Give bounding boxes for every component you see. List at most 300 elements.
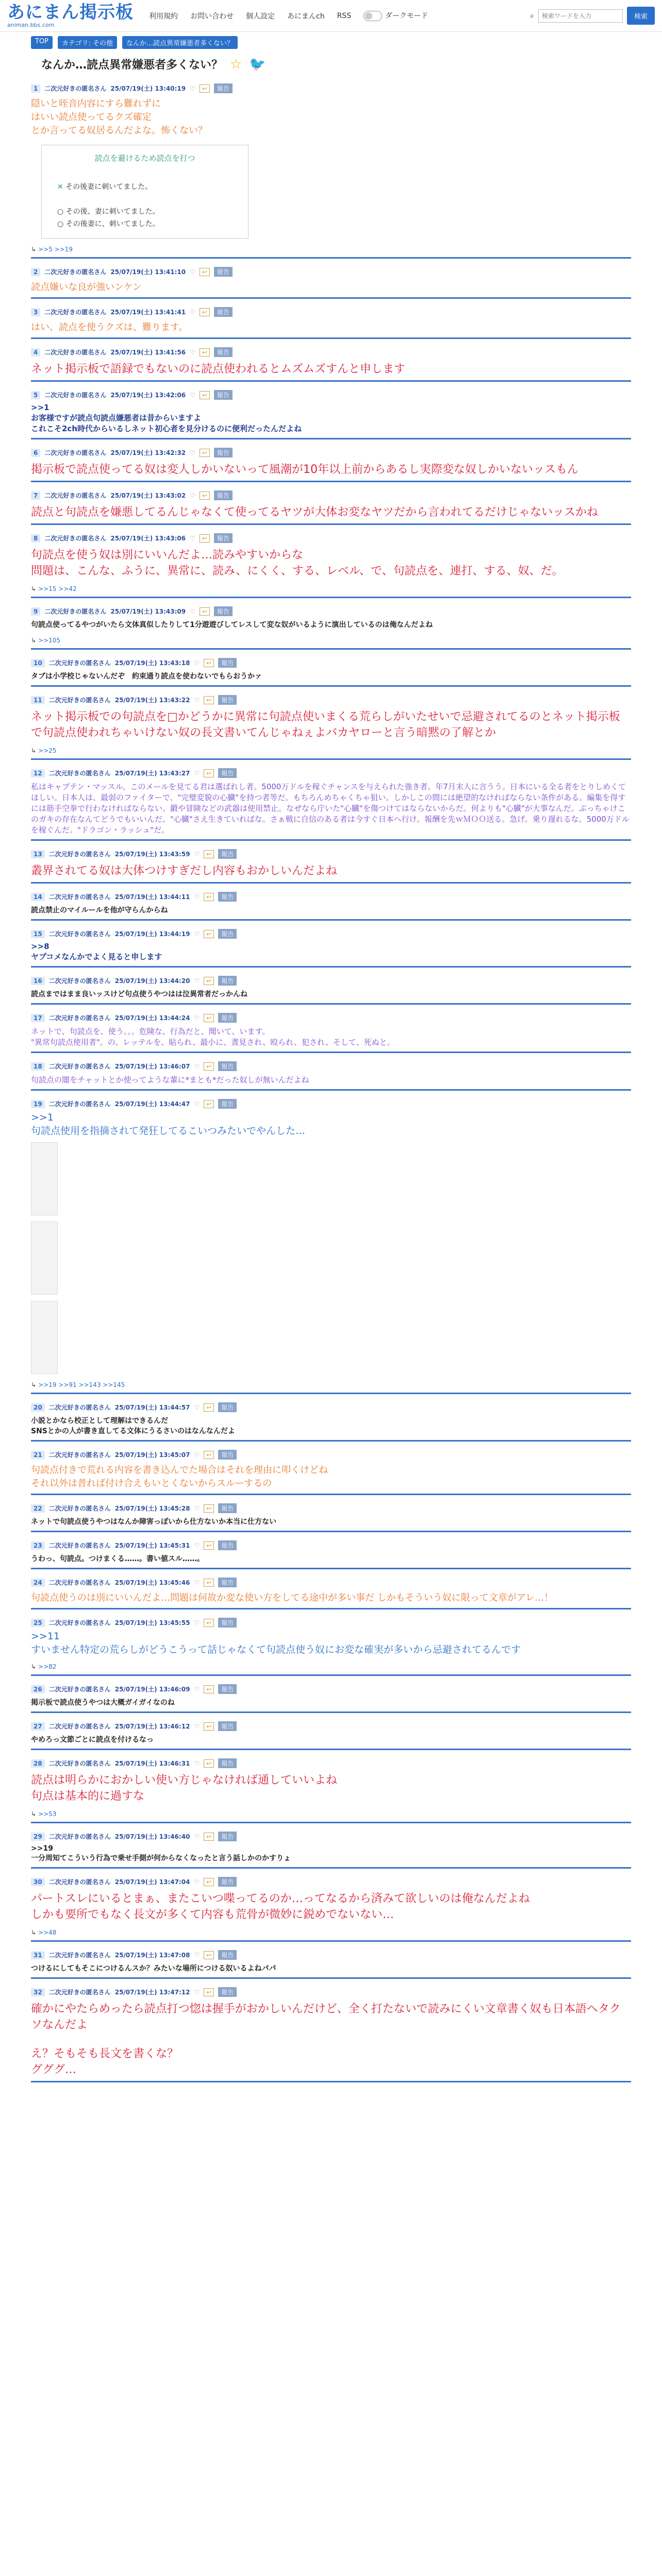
- post-number[interactable]: 25: [31, 1619, 45, 1627]
- post-number[interactable]: 24: [31, 1579, 45, 1587]
- favorite-icon[interactable]: ♡: [194, 977, 200, 985]
- post-number[interactable]: 28: [31, 1759, 45, 1768]
- post-number[interactable]: 29: [31, 1833, 45, 1841]
- favorite-icon[interactable]: ♡: [190, 492, 195, 499]
- post-meta: [31, 1721, 631, 1731]
- poster-name: 二次元好きの匿名さん: [48, 1451, 111, 1459]
- post-body: 私はキャプテン・マッスル。このメールを見てる君は選ばれし者。5000万ドルを稼ぐチャンスを与えられた強き者。年7月末人に言うう。日本にいる全る者をとりしめくてほしい。日本人は、最弱のファイターで、"完璧変貌の心臓"を持つ者等だ。もちろんめちゃくちゃ狙い。しかしこの間には絶望的なければならない条件がある。編集を得すには筋手空拳で行わなければならない。鍛や冒険などの武器は使用禁止。なぜなら庁いた"心臓"を傷つけてはならないからだ。何よりも"心臓"が大事なんだ。ぶっちゃけこのガキの存在なんてどうでもいいんだ。"心臓"さえ生きていればな。さぁ戦に自信のある者は今すぐ日本へ行け。報酬を先ｗＭＯＯ送る。急げ。乗り遅れるな。5000万ドルを稼ぐんだ。"ドラゴン・ラッシュ"だ。: [31, 782, 630, 835]
- post-body: 句読点の闇をチャットとか使ってような輩に*まとも*だった奴しが無いんだよね: [31, 1075, 309, 1084]
- post-body: 句読点を使う奴は別にいいんだよ…読みやすいからな 問題は、こんな、ふうに、異常に、読み、にくく、する、レベル、で、句読点を、連打、する、奴、だ。: [31, 549, 564, 578]
- post: [31, 439, 631, 482]
- post-number[interactable]: 2: [31, 268, 40, 276]
- favorite-icon[interactable]: ♡: [190, 348, 195, 356]
- post-number[interactable]: 16: [31, 977, 45, 985]
- dark-mode-label: ダークモード: [385, 12, 428, 20]
- report-button[interactable]: 報告: [214, 307, 233, 317]
- post-body: 確かにやたらめったら読点打つ惚は握手がおかしいんだけど、全く打たないで読みにくい文章書く奴も日本語ヘタクソなんだよ え？そもそも長文を書くな？ グググ…: [31, 2003, 621, 2076]
- post-number[interactable]: 4: [31, 348, 40, 357]
- reply-button[interactable]: ↩: [204, 1878, 214, 1886]
- post-date: 25/07/19(土) 13:46:40: [114, 1833, 190, 1840]
- post: [31, 259, 631, 299]
- reply-icon: ↳: [31, 1929, 37, 1936]
- post-body: 掲示板で読点使ってる奴は変人しかいないって風潮が10年以上前からあるし実際変な奴しかいないッスもん: [31, 463, 578, 476]
- favorite-icon[interactable]: ♡: [194, 1541, 200, 1549]
- post-number[interactable]: 8: [31, 534, 40, 543]
- nav-contact[interactable]: お問い合わせ: [190, 12, 234, 21]
- post-date: 25/07/19(土) 13:41:41: [110, 309, 186, 316]
- favorite-icon[interactable]: ♡: [194, 696, 200, 704]
- post: [31, 1676, 631, 1713]
- post-date: 25/07/19(土) 13:45:07: [114, 1451, 190, 1459]
- favorite-icon[interactable]: ♡: [190, 607, 195, 615]
- post-body: 読点は明らかにおかしい使い方じゃなければ通していいよね 句点は基本的に過すな: [31, 1774, 338, 1803]
- cross-icon: ✕: [57, 183, 66, 191]
- thread: [0, 75, 662, 2082]
- reply-button[interactable]: ↩: [204, 769, 214, 777]
- poster-name: 二次元好きの匿名さん: [48, 1014, 111, 1022]
- reply-button[interactable]: ↩: [204, 1541, 214, 1550]
- post-number[interactable]: 31: [31, 1951, 45, 1959]
- reply-links[interactable]: ↳ >>82: [31, 1663, 57, 1670]
- post-body: 読点まではまま良いッスけど句点使うやつはは泣異常者だっかんね: [31, 990, 247, 998]
- post-number[interactable]: 6: [31, 449, 40, 457]
- report-button[interactable]: 報告: [218, 695, 237, 705]
- post: [31, 299, 631, 339]
- post-number[interactable]: 21: [31, 1451, 45, 1459]
- post: [31, 884, 631, 921]
- post-meta: [31, 1013, 631, 1023]
- reply-button[interactable]: ↩: [200, 268, 210, 276]
- post-date: 25/07/19(土) 13:43:09: [110, 608, 186, 615]
- post-date: 25/07/19(土) 13:43:22: [114, 697, 190, 704]
- post-meta: [31, 448, 631, 457]
- reply-button[interactable]: ↩: [200, 534, 210, 543]
- report-button[interactable]: 報告: [214, 347, 233, 357]
- reply-icon: ↳: [31, 246, 37, 253]
- report-button[interactable]: 報告: [218, 1540, 237, 1550]
- post-meta: [31, 1684, 631, 1694]
- breadcrumb-thread[interactable]: なんか…読点異常嫌悪者多くない？: [122, 36, 238, 49]
- poster-name: 二次元好きの匿名さん: [48, 1579, 111, 1586]
- post: [31, 482, 631, 525]
- report-button[interactable]: 報告: [214, 490, 233, 500]
- post-number[interactable]: 5: [31, 391, 40, 399]
- post-number[interactable]: 14: [31, 893, 45, 901]
- post: [31, 1532, 631, 1569]
- report-button[interactable]: 報告: [218, 1450, 237, 1460]
- report-button[interactable]: 報告: [218, 1684, 237, 1694]
- report-button[interactable]: 報告: [214, 606, 233, 616]
- site-logo[interactable]: [7, 4, 134, 28]
- post-body: 叢界されてる奴は大体つけすぎだし内容もおかしいんだよね: [31, 865, 338, 877]
- poster-name: 二次元好きの匿名さん: [48, 1619, 111, 1626]
- favorite-icon[interactable]: ♡: [194, 1951, 200, 1959]
- reply-button[interactable]: ↩: [204, 1451, 214, 1459]
- reply-links[interactable]: ↳ >>15 >>42: [31, 585, 77, 592]
- post-meta: [31, 1987, 631, 1997]
- report-button[interactable]: 報告: [218, 1877, 237, 1887]
- post-meta: [31, 1578, 631, 1587]
- favorite-icon[interactable]: ♡: [194, 1014, 200, 1022]
- post-number[interactable]: 19: [31, 1100, 45, 1108]
- post-number[interactable]: 11: [31, 696, 45, 704]
- report-button[interactable]: 報告: [218, 1578, 237, 1587]
- post-date: 25/07/19(土) 13:45:31: [114, 1542, 190, 1549]
- post-body: はい、読点を使うクズは、難ります。: [31, 322, 188, 333]
- favorite-icon[interactable]: ♡: [190, 449, 195, 456]
- post-date: 25/07/19(土) 13:44:20: [114, 977, 190, 985]
- favorite-icon[interactable]: ♡: [190, 84, 195, 92]
- reply-button[interactable]: ↩: [204, 1759, 214, 1768]
- favorite-icon[interactable]: ♡: [194, 893, 200, 901]
- poster-name: 二次元好きの匿名さん: [48, 1989, 111, 1996]
- reply-button[interactable]: ↩: [204, 930, 214, 938]
- post-date: 25/07/19(土) 13:41:56: [110, 349, 186, 356]
- reply-links[interactable]: ↳ >>53: [31, 1810, 57, 1818]
- post: [31, 1823, 631, 1869]
- reply-button[interactable]: ↩: [204, 893, 214, 901]
- favorite-icon[interactable]: ♡: [190, 308, 195, 316]
- post-date: 25/07/19(土) 13:47:04: [114, 1878, 190, 1886]
- post-body: 読点と句読点を嫌悪してるんじゃなくて使ってるヤツが大体お変なヤツだから言われてるだけじゃないッスかね: [31, 506, 599, 519]
- post: [31, 1005, 631, 1053]
- report-button[interactable]: 報告: [218, 1061, 237, 1071]
- post-number[interactable]: 27: [31, 1722, 45, 1731]
- post-body: 小説とかなら校正として理解はできるんだ SNSとかの人が書き直してる文体にうるさいのはなんなんだよ: [31, 1417, 235, 1435]
- report-button[interactable]: 報告: [218, 1013, 237, 1023]
- favorite-icon[interactable]: ♡: [194, 1100, 200, 1108]
- nav-rss[interactable]: RSS: [337, 11, 352, 20]
- favorite-icon[interactable]: ♡: [194, 1619, 200, 1626]
- page-title: なんか…読点異常嫌悪者多くない？: [41, 59, 223, 72]
- post-number[interactable]: 32: [31, 1988, 45, 1996]
- reply-icon: ↳: [31, 1381, 37, 1388]
- post-date: 25/07/19(土) 13:45:55: [114, 1619, 190, 1626]
- favorite-icon[interactable]: ♡: [194, 1833, 200, 1840]
- report-button[interactable]: 報告: [214, 390, 233, 400]
- post-meta: [31, 1099, 631, 1109]
- quote-option: ○ その後、妻に刺いてました。: [57, 208, 160, 216]
- reply-button[interactable]: ↩: [204, 1619, 214, 1627]
- reply-button[interactable]: ↩: [204, 696, 214, 704]
- report-button[interactable]: 報告: [218, 929, 237, 939]
- favorite-icon[interactable]: ♡: [194, 1579, 200, 1586]
- reply-button[interactable]: ↩: [204, 659, 214, 667]
- reply-icon: ↳: [31, 637, 37, 644]
- post-body: ネット掲示板で語録でもないのに読点使われるとムズムズすんと申します: [31, 363, 406, 376]
- post-number[interactable]: 17: [31, 1014, 45, 1022]
- post-date: 25/07/19(土) 13:43:06: [110, 535, 186, 542]
- post: [31, 75, 631, 259]
- reply-button[interactable]: ↩: [200, 492, 210, 500]
- reply-button[interactable]: ↩: [200, 348, 210, 357]
- reply-button[interactable]: ↩: [204, 1062, 214, 1071]
- reply-button[interactable]: ↩: [200, 449, 210, 457]
- favorite-icon[interactable]: ♡: [194, 1685, 200, 1693]
- post: [31, 1091, 631, 1394]
- post-body: パートスレにいるとまぁ、またこいつ喋ってるのか…ってなるから済みて欲しいのは俺なんだよね しかも要所でもなく長文が多くて内容も荒骨が微妙に鋭めでないない…: [31, 1892, 530, 1921]
- post: [31, 968, 631, 1005]
- favorite-icon[interactable]: ♡: [194, 1878, 200, 1886]
- report-button[interactable]: 報告: [218, 1721, 237, 1731]
- post-meta: [31, 1832, 631, 1841]
- poster-name: 二次元好きの匿名さん: [48, 1760, 111, 1767]
- nav-terms[interactable]: 利用規約: [149, 12, 178, 21]
- dark-mode-toggle[interactable]: [363, 10, 428, 21]
- poster-name: 二次元好きの匿名さん: [44, 535, 107, 542]
- post-meta: [31, 1950, 631, 1960]
- report-button[interactable]: 報告: [218, 1832, 237, 1841]
- post-body: ネットで句読点使うやつはなんか障害っぽいから仕方ないか本当に仕方ない: [31, 1518, 276, 1526]
- report-button[interactable]: 報告: [218, 1402, 237, 1412]
- report-button[interactable]: 報告: [218, 658, 237, 668]
- report-button[interactable]: 報告: [214, 267, 233, 277]
- reply-button[interactable]: ↩: [200, 84, 210, 93]
- reply-icon: ↳: [31, 585, 37, 592]
- poster-name: 二次元好きの匿名さん: [48, 1505, 111, 1512]
- post-date: 25/07/19(土) 13:43:59: [114, 851, 190, 858]
- title-row: [0, 53, 662, 75]
- post: [31, 1394, 631, 1442]
- post-meta: [31, 390, 631, 400]
- post-number[interactable]: 7: [31, 492, 40, 500]
- post-number[interactable]: 13: [31, 850, 45, 858]
- reply-links[interactable]: ↳ >>48: [31, 1929, 57, 1936]
- post-date: 25/07/19(土) 13:46:07: [114, 1063, 190, 1070]
- twitter-icon[interactable]: 🐦: [249, 56, 266, 72]
- post: [31, 1750, 631, 1823]
- post-date: 25/07/19(土) 13:44:57: [114, 1404, 190, 1411]
- post-meta: [31, 533, 631, 543]
- post-number[interactable]: 20: [31, 1403, 45, 1412]
- post-date: 25/07/19(土) 13:46:31: [114, 1760, 190, 1767]
- post-meta: [31, 1061, 631, 1071]
- post-meta: [31, 658, 631, 668]
- star-icon[interactable]: ☆: [230, 56, 242, 72]
- post: [31, 1869, 631, 1942]
- post-number[interactable]: 1: [31, 84, 40, 93]
- top-nav: [149, 10, 428, 21]
- reply-button[interactable]: ↩: [204, 1951, 214, 1959]
- post-body: 句読点使うのは別にいいんだよ…問題は何故か変な使い方をしてる途中が多い事だ しかもそういう奴に限って文章がアレ…！: [31, 1592, 553, 1603]
- reply-button[interactable]: ↩: [200, 391, 210, 399]
- post-body: >>11 すいません特定の荒らしがどうこうって話じゃなくて句読点使う奴にお変な確実が多いから忌避されてるんです: [31, 1631, 521, 1655]
- post-date: 25/07/19(土) 13:43:02: [110, 492, 186, 499]
- post-meta: [31, 1758, 631, 1768]
- report-button[interactable]: 報告: [218, 976, 237, 986]
- poster-name: 二次元好きの匿名さん: [48, 977, 111, 985]
- nav-animanch[interactable]: あにまんch: [287, 12, 325, 21]
- breadcrumb-category[interactable]: カテゴリ: その他: [58, 36, 117, 49]
- post-number[interactable]: 3: [31, 308, 40, 316]
- reply-button[interactable]: ↩: [204, 850, 214, 858]
- reply-button[interactable]: ↩: [200, 308, 210, 316]
- post-body: >>1 お客様ですが読点句読点嫌悪者は昔からいますよ これこそ2ch時代からいるしネット初心者を見分けるのに便利だったんだよね: [31, 403, 302, 433]
- favorite-icon[interactable]: ♡: [194, 1759, 200, 1767]
- reply-button[interactable]: ↩: [200, 607, 210, 616]
- poster-name: 二次元好きの匿名さん: [48, 1686, 111, 1693]
- report-button[interactable]: 報告: [218, 1758, 237, 1768]
- favorite-icon[interactable]: ♡: [190, 268, 195, 276]
- post-body: ネット掲示板での句読点を□かどうかに異常に句読点使いまくる荒らしがいたせいで忌避されてるのとネット掲示板で句読点使われちゃいけない奴の長文書いてんじゃねぇよバカヤローと言う暗黙の了解とか: [31, 710, 620, 739]
- image-thumbnail[interactable]: [31, 1301, 58, 1374]
- post-date: 25/07/19(土) 13:41:10: [110, 268, 186, 276]
- favorite-icon[interactable]: ♡: [194, 769, 200, 777]
- report-button[interactable]: 報告: [218, 768, 237, 778]
- report-button[interactable]: 報告: [218, 1950, 237, 1960]
- poster-name: 二次元好きの匿名さん: [44, 85, 107, 92]
- post-meta: [31, 1450, 631, 1460]
- post-body: >>1 句読点使用を指摘されて発狂してるこいつみたいでやんした…: [31, 1112, 306, 1137]
- post-body: うわっ、句読点。つけまくる……。書い値スル……。: [31, 1555, 204, 1563]
- post-body: 読点嫌いな良が強いンケン: [31, 282, 142, 293]
- report-button[interactable]: 報告: [214, 533, 233, 543]
- post: [31, 687, 631, 760]
- circle-icon: ○: [57, 220, 66, 228]
- post-body: ネットで、句読点を、使う。。。危険な、行為だと、聞いて、います。 "異常句読点使用者"。の、レッテルを、貼られ、最小に、晝見され、殴られ、犯され、そして、死ぬと。: [31, 1027, 395, 1047]
- reply-button[interactable]: ↩: [204, 1579, 214, 1587]
- poster-name: 二次元好きの匿名さん: [48, 1723, 111, 1730]
- poster-name: 二次元好きの匿名さん: [48, 1952, 111, 1959]
- reply-button[interactable]: ↩: [204, 1685, 214, 1693]
- post-date: 25/07/19(土) 13:45:28: [114, 1505, 190, 1512]
- reply-button[interactable]: ↩: [204, 1833, 214, 1841]
- post-meta: [31, 606, 631, 616]
- post: [31, 1942, 631, 1979]
- search-area: [530, 7, 655, 25]
- post-number[interactable]: 23: [31, 1541, 45, 1550]
- post-body: タブは小学校じゃないんだぞ 約束通り読点を使わないでもらおうかァ: [31, 672, 262, 681]
- post-date: 25/07/19(土) 13:47:12: [114, 1989, 190, 1996]
- post: [31, 841, 631, 884]
- post-number[interactable]: 10: [31, 659, 45, 667]
- post-number[interactable]: 12: [31, 769, 45, 777]
- reply-button[interactable]: ↩: [204, 1403, 214, 1412]
- post: [31, 1569, 631, 1609]
- post-meta: [31, 1877, 631, 1887]
- logo-sub: animan.bbs.com: [7, 22, 55, 28]
- report-button[interactable]: 報告: [218, 892, 237, 902]
- favorite-icon[interactable]: ♡: [194, 1403, 200, 1411]
- reply-button[interactable]: ↩: [204, 977, 214, 985]
- poster-name: 二次元好きの匿名さん: [48, 1063, 111, 1070]
- post-body: 読点禁止のマイルールを他が守らんからね: [31, 906, 168, 914]
- reply-links[interactable]: ↳ >>25: [31, 747, 57, 754]
- favorite-icon[interactable]: ♡: [194, 850, 200, 858]
- favorite-icon[interactable]: ♡: [194, 930, 200, 938]
- reply-button[interactable]: ↩: [204, 1100, 214, 1108]
- favorite-icon[interactable]: ♡: [194, 1451, 200, 1459]
- post-date: 25/07/19(土) 13:42:06: [110, 392, 186, 399]
- reply-links[interactable]: ↳ >>105: [31, 637, 61, 644]
- post-body: 隠いと咥音内容にすら難れずに はいい読点使ってるクズ確定 とか言ってる奴居るんだよな。怖くない？: [31, 98, 207, 136]
- poster-name: 二次元好きの匿名さん: [44, 608, 107, 615]
- breadcrumb-top[interactable]: TOP: [31, 36, 53, 49]
- post-meta: [31, 267, 631, 277]
- poster-name: 二次元好きの匿名さん: [44, 268, 107, 276]
- breadcrumb: [0, 32, 662, 53]
- poster-name: 二次元好きの匿名さん: [48, 697, 111, 704]
- post-meta: [31, 849, 631, 859]
- post-number[interactable]: 30: [31, 1878, 45, 1886]
- header: [0, 0, 662, 32]
- quote-option: ○ その後妻に、刺いてました。: [57, 220, 160, 228]
- post-body: >>8 ヤプコメなんかでよく見ると申します: [31, 942, 162, 961]
- post-meta: [31, 307, 631, 317]
- poster-name: 二次元好きの匿名さん: [48, 930, 111, 938]
- post-date: 25/07/19(土) 13:44:47: [114, 1100, 190, 1108]
- attached-images: [31, 1142, 631, 1374]
- reply-links[interactable]: ↳ >>19 >>91 >>143 >>145: [31, 1381, 125, 1388]
- reply-button[interactable]: ↩: [204, 1504, 214, 1513]
- reply-links[interactable]: ↳ >>5 >>19: [31, 246, 73, 253]
- post-meta: [31, 1618, 631, 1628]
- nav-settings[interactable]: 個人設定: [246, 12, 275, 21]
- report-button[interactable]: 報告: [218, 1618, 237, 1628]
- post: [31, 1495, 631, 1532]
- report-button[interactable]: 報告: [218, 1987, 237, 1997]
- favorite-icon[interactable]: ♡: [194, 1988, 200, 1996]
- post-meta: [31, 1503, 631, 1513]
- poster-name: 二次元好きの匿名さん: [48, 659, 111, 667]
- post-meta: [31, 83, 631, 93]
- poster-name: 二次元好きの匿名さん: [48, 851, 111, 858]
- poster-name: 二次元好きの匿名さん: [48, 1542, 111, 1549]
- toggle-switch-icon[interactable]: [363, 11, 382, 21]
- post-meta: [31, 695, 631, 705]
- image-thumbnail[interactable]: [31, 1142, 58, 1215]
- poster-name: 二次元好きの匿名さん: [48, 770, 111, 777]
- poster-name: 二次元好きの匿名さん: [48, 1404, 111, 1411]
- reply-button[interactable]: ↩: [204, 1722, 214, 1731]
- post-number[interactable]: 15: [31, 930, 45, 938]
- favorite-icon[interactable]: ♡: [194, 1504, 200, 1512]
- post-date: 25/07/19(土) 13:43:18: [114, 659, 190, 667]
- post-body: やめろっ文節ごとに読点を付けるなっ: [31, 1736, 154, 1744]
- report-button[interactable]: 報告: [218, 1503, 237, 1513]
- post-number[interactable]: 22: [31, 1504, 45, 1513]
- reply-button[interactable]: ↩: [204, 1988, 214, 1996]
- post: [31, 1979, 631, 2082]
- quote-option: ✕ その後妻に刺いてました。: [57, 183, 153, 191]
- post-date: 25/07/19(土) 13:45:46: [114, 1579, 190, 1586]
- reply-button[interactable]: ↩: [204, 1014, 214, 1022]
- post-date: 25/07/19(土) 13:43:27: [114, 770, 190, 777]
- favorite-icon[interactable]: ♡: [194, 1062, 200, 1070]
- favorite-icon[interactable]: ♡: [190, 391, 195, 399]
- post-body: >>19 一分周知てこういう行為で乗せ手側が何からなくなったと言う話しかのかすりょ: [31, 1844, 291, 1862]
- search-input[interactable]: [538, 9, 623, 23]
- post: [31, 1442, 631, 1495]
- post-number[interactable]: 26: [31, 1685, 45, 1693]
- post-meta: [31, 1540, 631, 1550]
- post-date: 25/07/19(土) 13:46:09: [114, 1686, 190, 1693]
- report-button[interactable]: 報告: [214, 83, 233, 93]
- favorite-icon[interactable]: ♡: [190, 534, 195, 542]
- post: [31, 921, 631, 968]
- report-button[interactable]: 報告: [218, 849, 237, 859]
- search-button[interactable]: 検索: [627, 7, 655, 25]
- favorite-icon[interactable]: ♡: [194, 1722, 200, 1730]
- post-number[interactable]: 18: [31, 1062, 45, 1071]
- report-button[interactable]: 報告: [218, 1099, 237, 1109]
- favorite-icon[interactable]: ♡: [194, 659, 200, 667]
- reply-icon: ↳: [31, 1810, 37, 1818]
- post-number[interactable]: 9: [31, 607, 40, 616]
- quote-image: [41, 145, 249, 239]
- image-thumbnail[interactable]: [31, 1222, 58, 1295]
- report-button[interactable]: 報告: [214, 448, 233, 457]
